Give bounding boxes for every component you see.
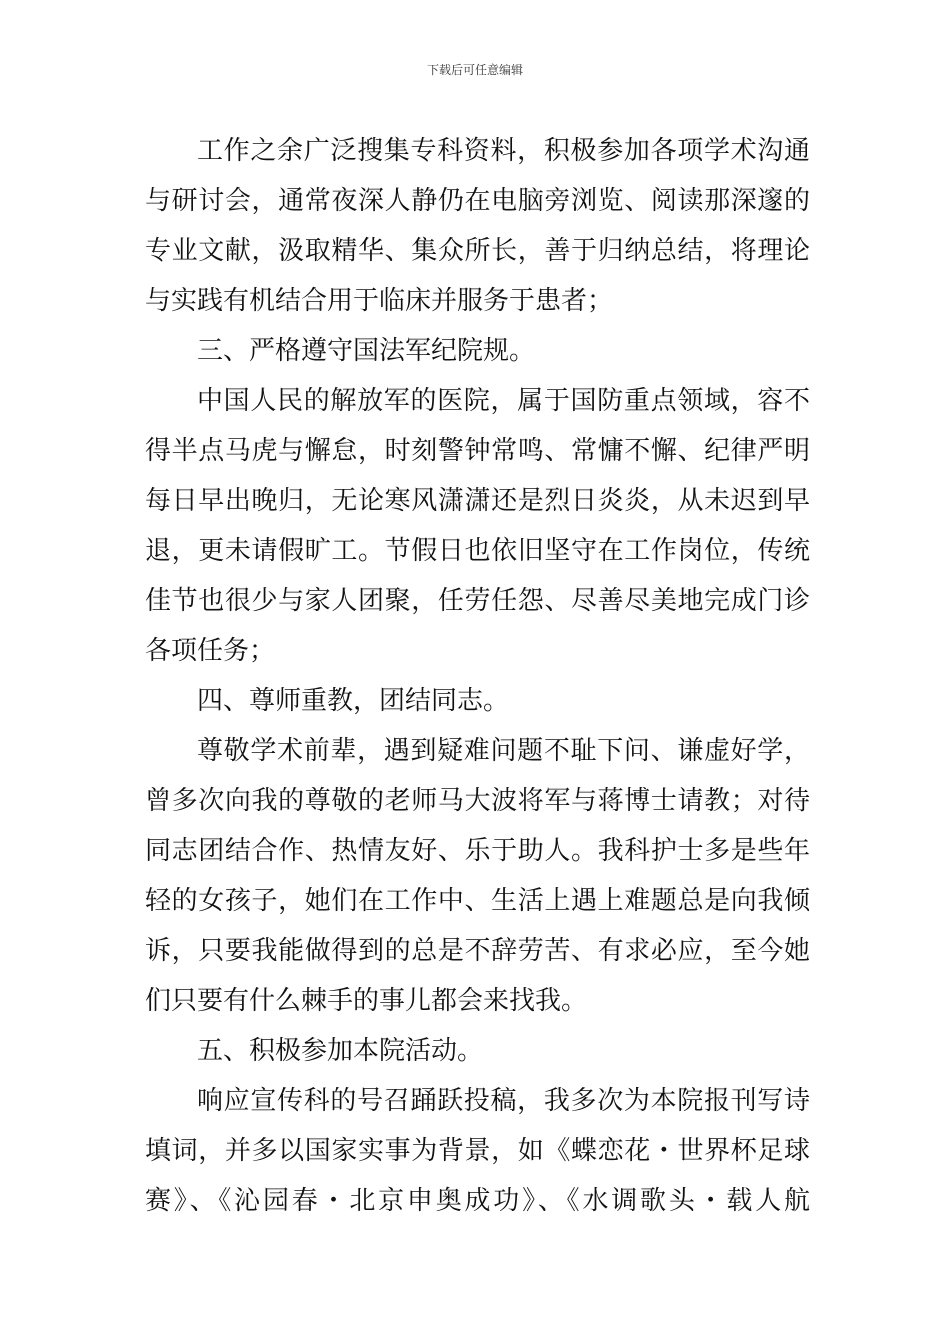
text-line: 中国人民的解放军的医院，属于国防重点领域，容不: [197, 386, 810, 416]
section-heading: 四、尊师重教，团结同志。: [197, 686, 510, 716]
text-line: 专业文献，汲取精华、集众所长，善于归纳总结，将理论: [145, 236, 810, 266]
text-line: 曾多次向我的尊敬的老师马大波将军与蒋博士请教；对待: [145, 786, 810, 816]
text-line: 轻的女孩子，她们在工作中、生活上遇上难题总是向我倾: [145, 886, 810, 916]
text-line: 得半点马虎与懈怠，时刻警钟常鸣、常慵不懈、纪律严明: [145, 436, 810, 466]
text-line: 响应宣传科的号召踊跃投稿，我多次为本院报刊写诗: [197, 1086, 810, 1116]
text-line: 填词，并多以国家实事为背景，如《蝶恋花・世界杯足球: [145, 1136, 810, 1166]
text-line: 退，更未请假旷工。节假日也依旧坚守在工作岗位，传统: [145, 536, 810, 566]
text-line: 佳节也很少与家人团聚，任劳任怨、尽善尽美地完成门诊: [145, 586, 810, 616]
text-line: 各项任务；: [145, 636, 276, 666]
text-line: 诉，只要我能做得到的总是不辞劳苦、有求必应，至今她: [145, 936, 810, 966]
text-line: 们只要有什么棘手的事儿都会来找我。: [145, 986, 588, 1016]
text-line: 赛》、《沁园春・北京申奥成功》、《水调歌头・载人航: [145, 1186, 810, 1216]
text-line: 与实践有机结合用于临床并服务于患者；: [145, 286, 614, 316]
document-body: [145, 126, 810, 1226]
text-line: 工作之余广泛搜集专科资料，积极参加各项学术沟通: [197, 136, 810, 166]
text-line: 尊敬学术前辈，遇到疑难问题不耻下问、谦虚好学，: [197, 736, 810, 766]
text-line: 每日早出晚归，无论寒风潇潇还是烈日炎炎，从未迟到早: [145, 486, 810, 516]
section-heading: 三、严格遵守国法军纪院规。: [197, 336, 536, 366]
text-line: 与研讨会，通常夜深人静仍在电脑旁浏览、阅读那深邃的: [145, 186, 810, 216]
page-header-note: 下载后可任意编辑: [426, 63, 523, 77]
section-heading: 五、积极参加本院活动。: [197, 1036, 484, 1066]
text-line: 同志团结合作、热情友好、乐于助人。我科护士多是些年: [145, 836, 810, 866]
